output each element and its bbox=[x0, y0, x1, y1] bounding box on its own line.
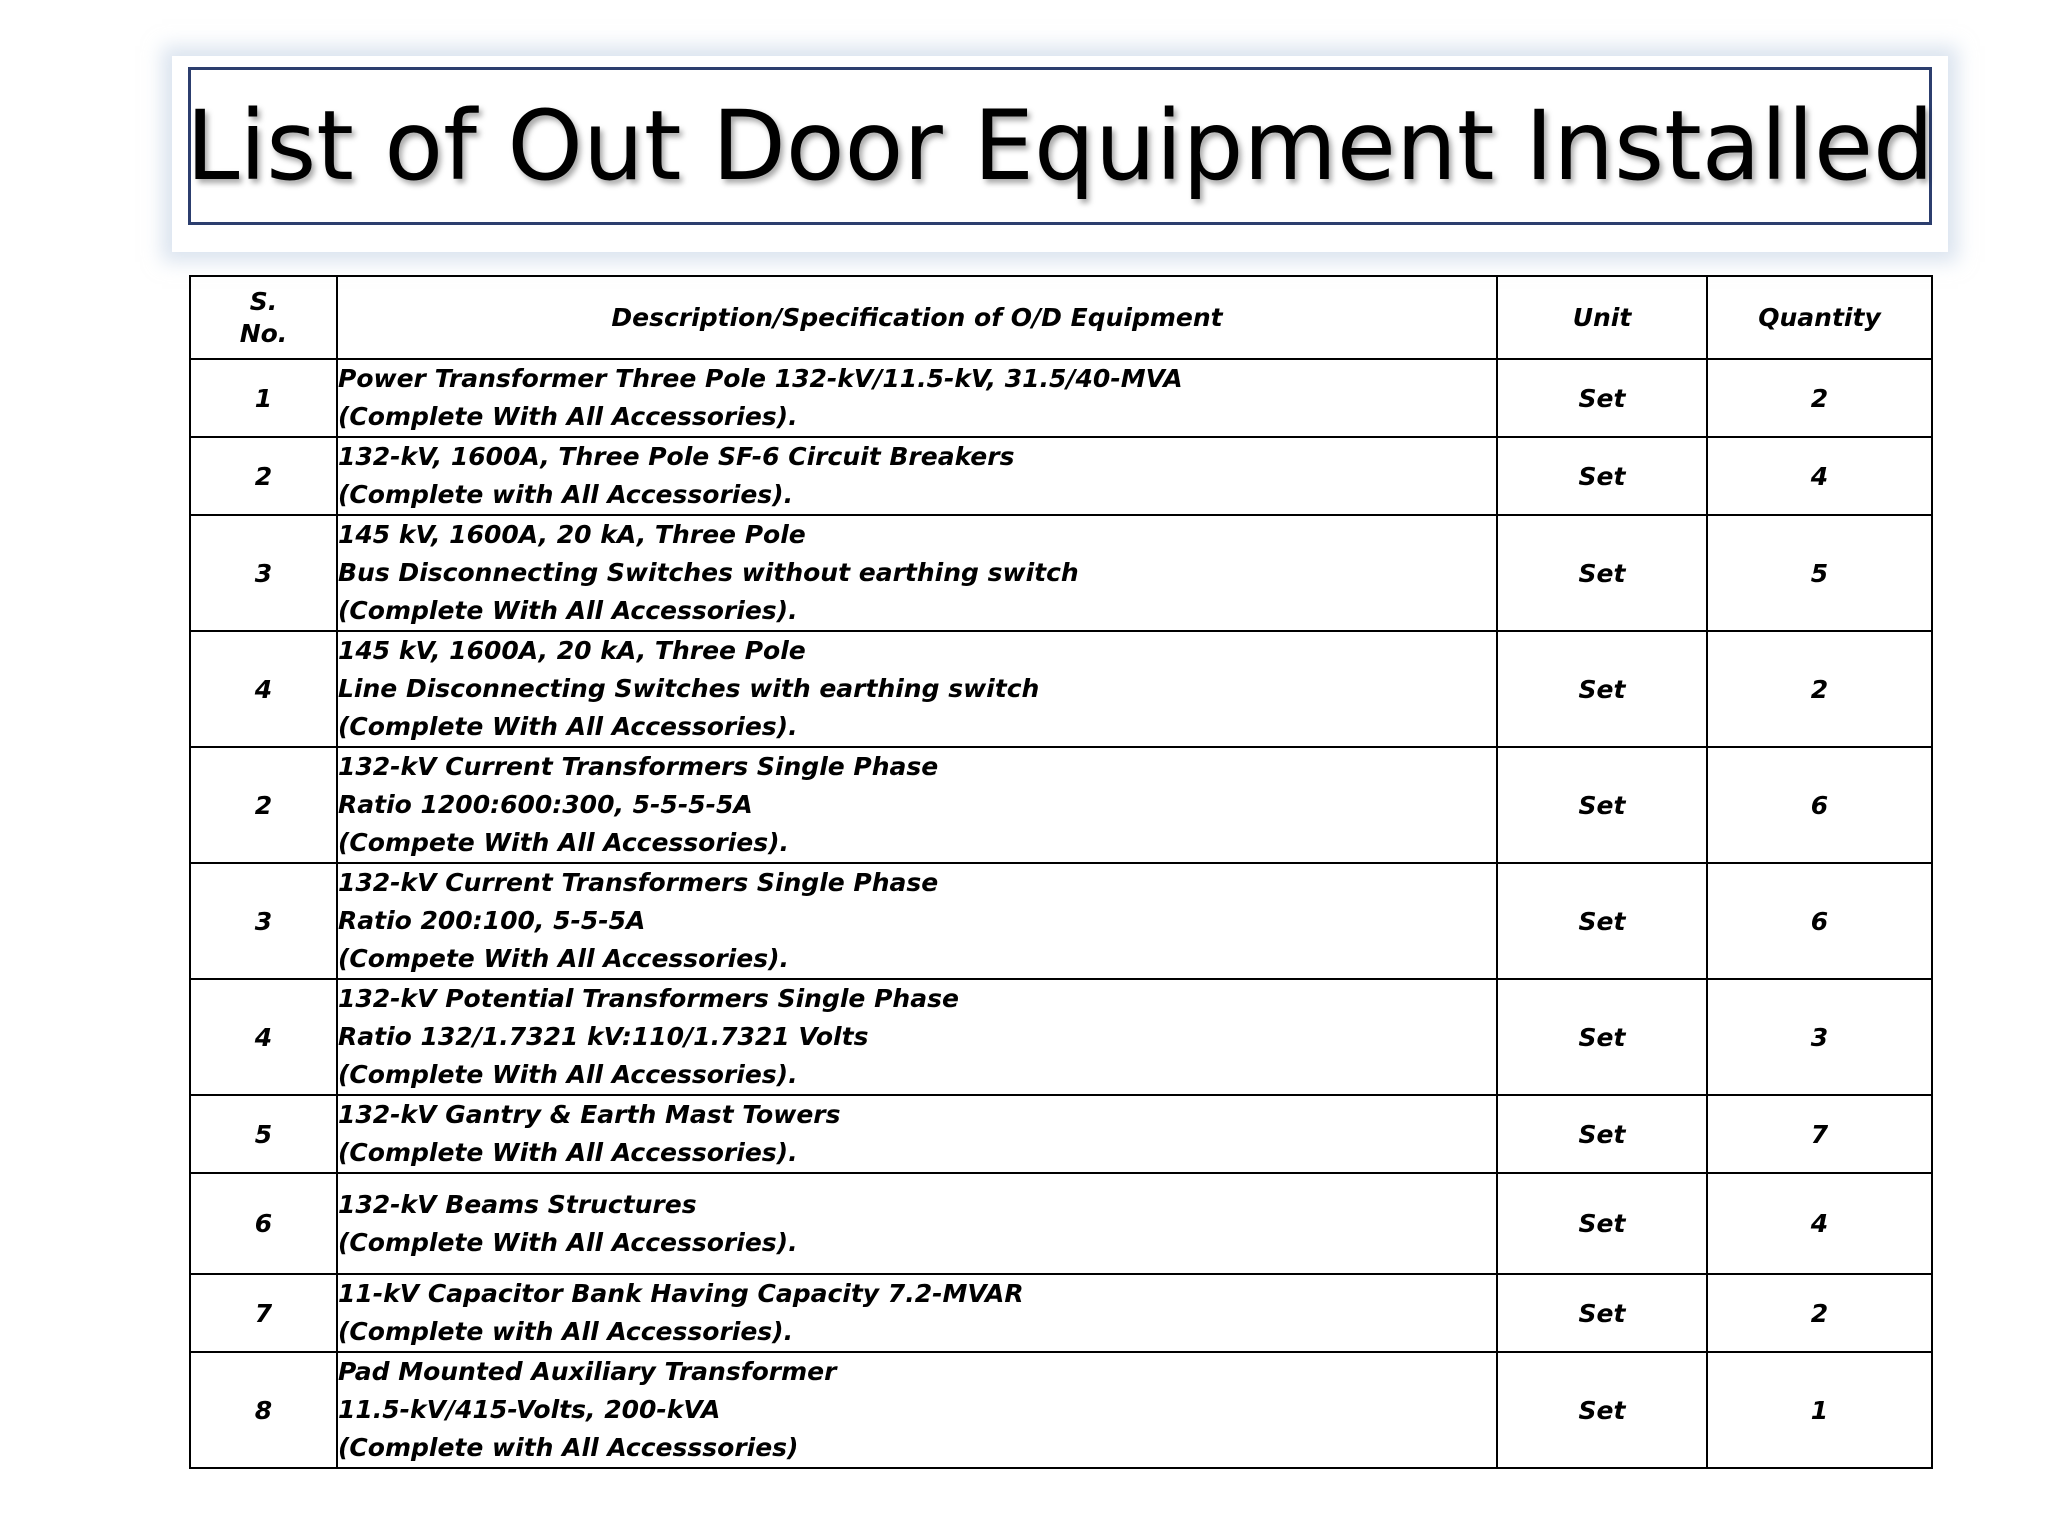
description-line: (Complete with All Accessories). bbox=[338, 480, 794, 509]
cell-unit: Set bbox=[1497, 1095, 1707, 1173]
description-line: 132-kV Beams Structures bbox=[338, 1189, 697, 1219]
cell-quantity: 5 bbox=[1707, 515, 1932, 631]
cell-sno: 3 bbox=[190, 863, 337, 979]
table-header-row bbox=[190, 276, 1932, 359]
equipment-table bbox=[189, 275, 1933, 1469]
cell-sno: 5 bbox=[190, 1095, 337, 1173]
cell-sno: 6 bbox=[190, 1173, 337, 1274]
cell-description bbox=[337, 1095, 1497, 1173]
table-row bbox=[190, 631, 1932, 747]
cell-quantity: 2 bbox=[1707, 631, 1932, 747]
description-line: 132-kV Current Transformers Single Phase bbox=[338, 752, 939, 781]
cell-sno: 4 bbox=[190, 631, 337, 747]
description-line: 132-kV Potential Transformers Single Phase bbox=[338, 984, 959, 1013]
table-row bbox=[190, 747, 1932, 863]
cell-unit: Set bbox=[1497, 747, 1707, 863]
description-line: (Complete with All Accesssories) bbox=[338, 1433, 799, 1462]
cell-unit: Set bbox=[1497, 515, 1707, 631]
cell-unit: Set bbox=[1497, 359, 1707, 437]
table-row bbox=[190, 359, 1932, 437]
page-title: List of Out Door Equipment Installed bbox=[186, 90, 1934, 202]
cell-quantity: 4 bbox=[1707, 1173, 1932, 1274]
description-line: Bus Disconnecting Switches without earthing switch bbox=[338, 558, 1079, 587]
cell-description bbox=[337, 979, 1497, 1095]
description-line: (Complete With All Accessories). bbox=[338, 712, 798, 741]
cell-quantity: 1 bbox=[1707, 1352, 1932, 1468]
cell-sno: 1 bbox=[190, 359, 337, 437]
cell-sno: 8 bbox=[190, 1352, 337, 1468]
table-row bbox=[190, 1173, 1932, 1274]
cell-description bbox=[337, 437, 1497, 515]
description-line: (Complete With All Accessories). bbox=[338, 596, 798, 625]
description-line: Power Transformer Three Pole 132-kV/11.5-kV, 31.5/40-MVA bbox=[338, 364, 1183, 393]
description-line: Ratio 1200:600:300, 5-5-5-5A bbox=[338, 790, 753, 819]
header-sno bbox=[190, 276, 337, 359]
table-row bbox=[190, 1274, 1932, 1352]
title-box bbox=[188, 67, 1932, 225]
description-line: 145 kV, 1600A, 20 kA, Three Pole bbox=[338, 636, 806, 665]
description-line: (Complete with All Accessories). bbox=[338, 1317, 794, 1346]
cell-unit: Set bbox=[1497, 1352, 1707, 1468]
cell-quantity: 6 bbox=[1707, 747, 1932, 863]
table-row bbox=[190, 437, 1932, 515]
cell-sno: 7 bbox=[190, 1274, 337, 1352]
cell-description bbox=[337, 631, 1497, 747]
cell-description bbox=[337, 1274, 1497, 1352]
description-line: 132-kV Current Transformers Single Phase bbox=[338, 868, 939, 897]
description-line: (Complete With All Accessories). bbox=[338, 1060, 798, 1089]
table-row bbox=[190, 515, 1932, 631]
description-line: 145 kV, 1600A, 20 kA, Three Pole bbox=[338, 520, 806, 549]
cell-description bbox=[337, 1352, 1497, 1468]
description-line: 132-kV, 1600A, Three Pole SF-6 Circuit Breakers bbox=[338, 442, 1015, 471]
header-quantity: Quantity bbox=[1707, 276, 1932, 359]
description-line: Ratio 132/1.7321 kV:110/1.7321 Volts bbox=[338, 1022, 869, 1051]
cell-sno: 3 bbox=[190, 515, 337, 631]
description-line: Pad Mounted Auxiliary Transformer bbox=[338, 1357, 837, 1386]
description-line: 132-kV Gantry & Earth Mast Towers bbox=[338, 1100, 841, 1129]
cell-description bbox=[337, 1173, 1497, 1274]
table-row bbox=[190, 863, 1932, 979]
header-description: Description/Specification of O/D Equipment bbox=[337, 276, 1497, 359]
header-sno-line1: S. bbox=[249, 286, 278, 316]
description-line: (Complete With All Accessories). bbox=[338, 1227, 798, 1257]
cell-description bbox=[337, 863, 1497, 979]
cell-sno: 2 bbox=[190, 747, 337, 863]
cell-quantity: 7 bbox=[1707, 1095, 1932, 1173]
cell-quantity: 3 bbox=[1707, 979, 1932, 1095]
cell-unit: Set bbox=[1497, 1173, 1707, 1274]
table-row bbox=[190, 979, 1932, 1095]
description-line: 11.5-kV/415-Volts, 200-kVA bbox=[338, 1395, 721, 1424]
description-line: (Complete With All Accessories). bbox=[338, 1138, 798, 1167]
cell-quantity: 2 bbox=[1707, 359, 1932, 437]
cell-quantity: 4 bbox=[1707, 437, 1932, 515]
cell-description bbox=[337, 747, 1497, 863]
cell-unit: Set bbox=[1497, 631, 1707, 747]
description-line: (Compete With All Accessories). bbox=[338, 828, 790, 857]
description-line: 11-kV Capacitor Bank Having Capacity 7.2-MVAR bbox=[338, 1279, 1024, 1308]
description-line: Line Disconnecting Switches with earthing switch bbox=[338, 674, 1040, 703]
cell-quantity: 6 bbox=[1707, 863, 1932, 979]
cell-unit: Set bbox=[1497, 1274, 1707, 1352]
table-row bbox=[190, 1095, 1932, 1173]
cell-unit: Set bbox=[1497, 437, 1707, 515]
cell-description bbox=[337, 515, 1497, 631]
cell-sno: 4 bbox=[190, 979, 337, 1095]
description-line: (Compete With All Accessories). bbox=[338, 944, 790, 973]
description-line: (Complete With All Accessories). bbox=[338, 402, 798, 431]
cell-sno: 2 bbox=[190, 437, 337, 515]
description-line: Ratio 200:100, 5-5-5A bbox=[338, 906, 646, 935]
header-unit: Unit bbox=[1497, 276, 1707, 359]
table-row bbox=[190, 1352, 1932, 1468]
cell-unit: Set bbox=[1497, 979, 1707, 1095]
header-sno-line2: No. bbox=[239, 318, 288, 348]
cell-unit: Set bbox=[1497, 863, 1707, 979]
cell-quantity: 2 bbox=[1707, 1274, 1932, 1352]
cell-description bbox=[337, 359, 1497, 437]
